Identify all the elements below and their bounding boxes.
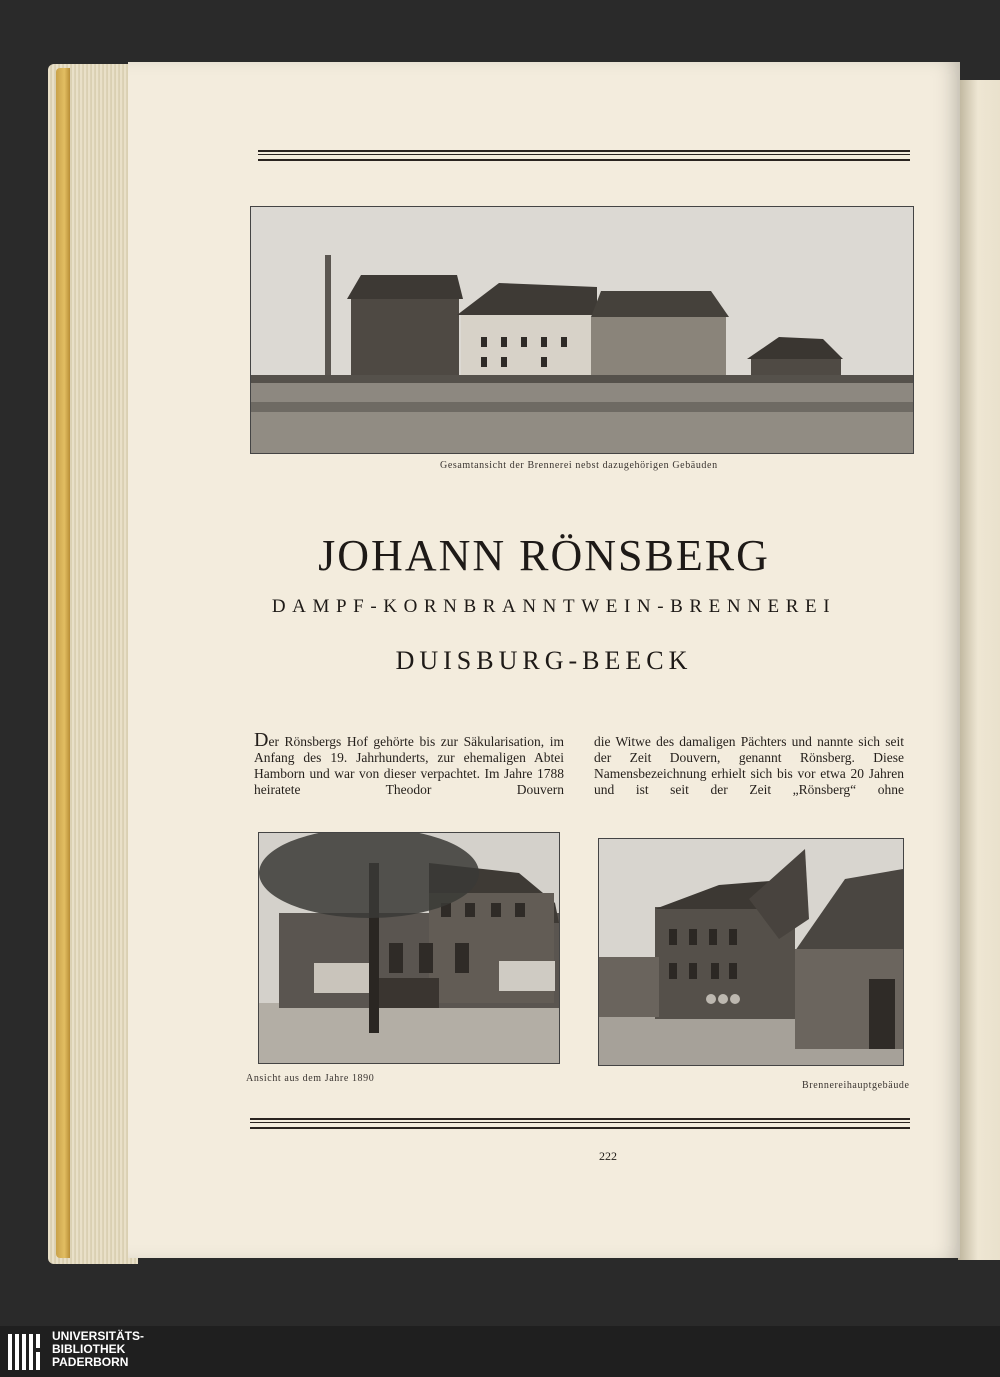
right-photo-caption: Brennereihauptgebäude: [802, 1080, 910, 1091]
page-location: DUISBURG-BEECK: [395, 646, 693, 675]
logo-line-2: BIBLIOTHEK: [52, 1342, 126, 1356]
body-text-right: die Witwe des damaligen Pächters und nannte sich seit der Zeit Douvern, genannt Rönsberg. Diese Namensbezeichnung erhielt sich bis vor etwa 20 Jahren und ist seit der Zeit „Rönsberg“ ohne: [594, 734, 904, 797]
body-column-left: [254, 729, 564, 798]
left-photo-1890-view: [258, 832, 560, 1064]
book-gilt-edge: [56, 68, 70, 1258]
body-text-left: er Rönsbergs Hof gehörte bis zur Säkularisation, im Anfang des 19. Jahrhunderts, zur ehemaligen Abtei Hamborn und war von dieser verpachtet. Im Jahre 1788 heiratete Theodor Douvern: [254, 734, 564, 797]
page-number: 222: [599, 1149, 617, 1163]
page-title: JOHANN RÖNSBERG: [318, 531, 770, 580]
book-page: [128, 62, 960, 1258]
page-subtitle: DAMPF-KORNBRANNTWEIN-BRENNEREI: [271, 596, 837, 617]
right-photo-main-building: [598, 838, 904, 1066]
top-photo-caption: Gesamtansicht der Brennerei nebst dazugehörigen Gebäuden: [440, 460, 718, 471]
library-footer-bar: [0, 1326, 1000, 1377]
top-double-rule: [258, 150, 910, 161]
logo-line-1: UNIVERSITÄTS-: [52, 1329, 145, 1343]
facing-page-edge: [958, 80, 1000, 1260]
library-logo-icon: [6, 1330, 46, 1374]
top-photo-distillery: [250, 206, 914, 454]
library-logo-text: [52, 1330, 144, 1369]
bottom-double-rule: [250, 1118, 910, 1129]
logo-line-3: PADERBORN: [52, 1355, 129, 1369]
drop-initial: D: [254, 729, 269, 751]
body-column-right: [594, 734, 904, 798]
left-photo-caption: Ansicht aus dem Jahre 1890: [246, 1073, 375, 1084]
